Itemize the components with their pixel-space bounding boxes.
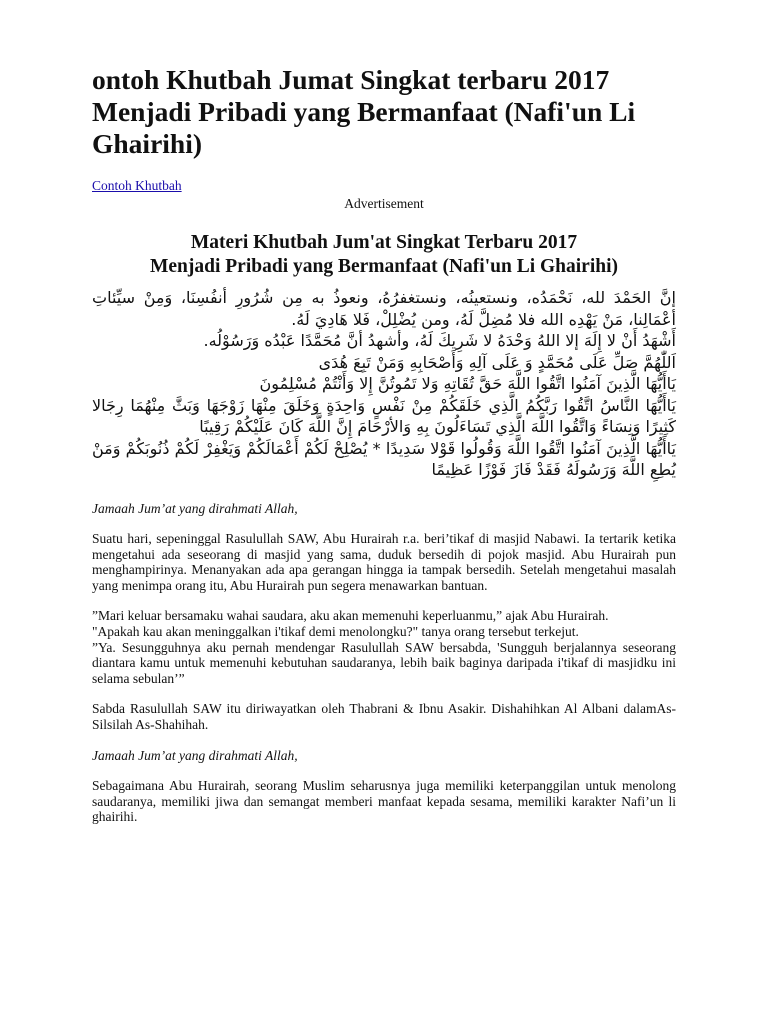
arabic-opening-prayer [92, 287, 676, 481]
quote: "Apakah kau akan meninggalkan i'tikaf demi menolongku?" tanya orang tersebut terkejut. [92, 624, 579, 640]
article-heading-line-2: Menjadi Pribadi yang Bermanfaat (Nafi'un Li Ghairihi) [149, 256, 619, 277]
arabic-line: يَاأَيُّهَا الَّذِينَ آمَنُوا اتَّقُوا اللَّهَ حَقَّ تُقَاتِهِ وَلا تَمُوتُنَّ إِلا وَأَنْتُمْ مُسْلِمُونَ [259, 374, 676, 393]
arabic-line: اَللّٰهُمَّ صَلِّ عَلَى مُحَمَّدٍ وَ عَلَى آلِهِ وَأَصْحَابِهِ وَمَنْ تَبِعَ هُدَى [318, 352, 676, 372]
page-title: ontoh Khutbah Jumat Singkat terbaru 2017 Menjadi Pribadi yang Bermanfaat (Nafi'un Li Ghairihi) [92, 64, 636, 159]
article-heading [92, 231, 676, 279]
category-link[interactable]: Contoh Khutbah [92, 178, 182, 193]
advertisement-label: Advertisement [344, 196, 424, 211]
arabic-line: يَاأَيُّهَا النَّاسُ اتَّقُوا رَبَّكُمُ الَّذِي خَلَقَكُمْ مِنْ نَفْسٍ وَاحِدَةٍ وَخَلَقَ مِنْهَا زَوْجَهَا وَبَثَّ مِنْهُمَا رِجَالا كَثِيرًا وَنِسَاءً وَاتَّقُوا اللَّهَ الَّذِي تَسَاءَلُونَ بِهِ وَالأرْحَامَ إِنَّ اللَّهَ كَانَ عَلَيْكُمْ رَقِيبًا [92, 395, 676, 436]
quote: ”Ya. Sesungguhnya aku pernah mendengar Rasulullah SAW bersabda, 'Sungguh berjalannya seseorang diantara kamu untuk memenuhi kebutuhan saudaranya, lebih baik baginya daripada i'tikaf di masjidku ini selama sebulan’” [92, 639, 676, 686]
arabic-line: يَاأَيُّهَا الَّذِينَ آمَنُوا اتَّقُوا اللَّهَ وَقُولُوا قَوْلا سَدِيدًا * يُصْلِحْ لَكُمْ أَعْمَالَكُمْ وَيَغْفِرْ لَكُمْ ذُنُوبَكُمْ وَمَنْ يُطِعِ اللَّهَ وَرَسُولَهُ فَقَدْ فَازَ فَوْزًا عَظِيمًا [92, 438, 676, 479]
article-heading-line-1: Materi Khutbah Jum'at Singkat Terbaru 2017 [190, 232, 578, 253]
quote: ”Mari keluar bersamaku wahai saudara, aku akan memenuhi keperluanmu,” ajak Abu Hurairah. [92, 608, 609, 624]
arabic-line: أَشْهَدُ أَنْ لا إِلَهَ إلا اللهُ وَحْدَهُ لا شَرِيكَ لَهُ، وأشهدُ أنَّ مُحَمَّدًا عَبْدُه وَرَسُوْلُه. [203, 331, 676, 350]
article-body [92, 501, 676, 826]
paragraph: Sebagaimana Abu Hurairah, seorang Muslim seharusnya juga memiliki keterpanggilan untuk menolong saudaranya, memiliki jiwa dan semangat memberi manfaat kepada sesama, memiliki karakter Nafi’un li ghairihi. [92, 778, 676, 825]
arabic-line: إنَّ الحَمْدَ لله، نَحْمَدُه، ونستعينُه، ونستغفرُهُ، ونعوذُ به مِن شُرُورِ أنفُسِنَا، وَمِنْ سيِّئاتِ أعْمَالِنا، مَنْ يَهْدِه الله فلا مُضِلَّ لَهُ، ومن يُضْلِلْ، فَلا هَادِيَ لَهُ. [92, 288, 676, 329]
salutation: Jamaah Jum’at yang dirahmati Allah, [92, 500, 298, 516]
document-page [92, 0, 676, 825]
paragraph: Suatu hari, sepeninggal Rasulullah SAW, Abu Hurairah r.a. beri’tikaf di masjid Nabawi. Ia tertarik ketika mengetahui ada seseorang di masjid yang sama, duduk bersedih di pojok masjid. Abu Hurairah pun menghampirinya. Menanyakan ada apa gerangan hingga ia tampak bersedih. Setelah mengetahui masalah yang menimpa orang itu, Abu Hurairah pun segera menawarkan bantuan. [92, 531, 676, 593]
paragraph: Sabda Rasulullah SAW itu diriwayatkan oleh Thabrani & Ibnu Asakir. Dishahihkan Al Albani dalamAs-Silsilah As-Shahihah. [92, 701, 676, 733]
salutation: Jamaah Jum’at yang dirahmati Allah, [92, 747, 298, 763]
